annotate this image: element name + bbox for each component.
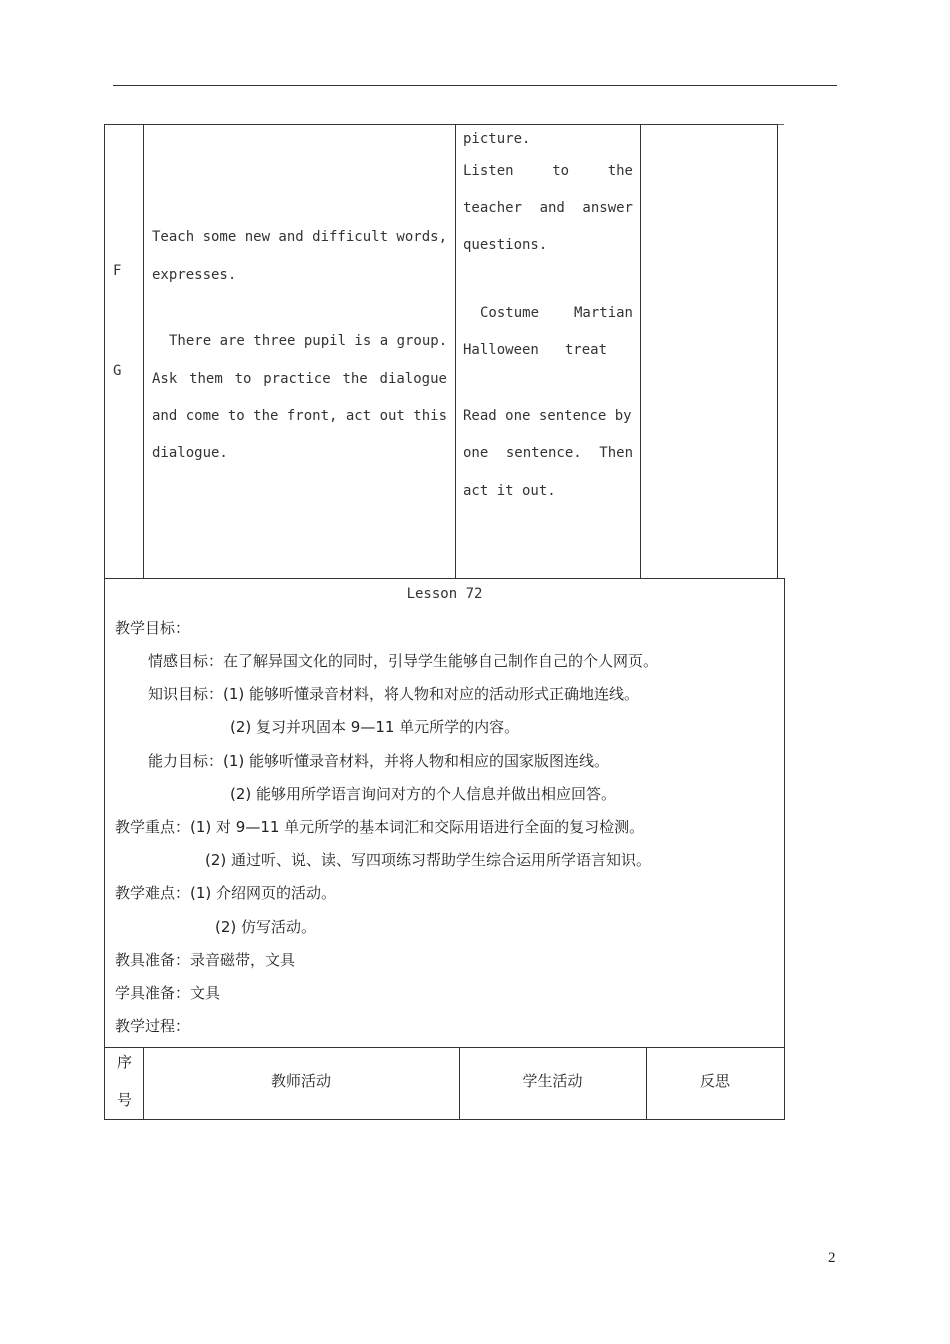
key-point-1: 教学重点：(1) 对 9—11 单元所学的基本词汇和交际用语进行全面的复习检测。: [115, 818, 645, 836]
header-rule: [113, 85, 837, 86]
vocabulary-line: Costume Martian: [480, 305, 633, 321]
emotional-objective: 情感目标：在了解异国文化的同时，引导学生能够自己制作自己的个人网页。: [148, 652, 659, 670]
header-number-1: 序: [117, 1053, 133, 1071]
ability-objective-2: (2) 能够用所学语言询问对方的个人信息并做出相应回答。: [230, 785, 617, 803]
header-number-2: 号: [117, 1091, 133, 1109]
table-corner-mark: [778, 124, 784, 125]
vocabulary-line: Halloween treat: [463, 342, 608, 358]
student-activity-line: act it out.: [463, 483, 556, 499]
process-heading: 教学过程：: [115, 1017, 191, 1035]
step-label-g: G: [113, 363, 122, 379]
student-activity-line: questions.: [463, 237, 548, 253]
activity-table-continued: [104, 124, 778, 578]
teacher-activity-line: and come to the front, act out this: [152, 408, 448, 424]
teacher-activity-line: There are three pupil is a group.: [169, 333, 448, 349]
lesson-plan-block: [104, 578, 785, 1048]
knowledge-objective-2: (2) 复习并巩固本 9—11 单元所学的内容。: [230, 718, 520, 736]
difficult-point-2: (2) 仿写活动。: [215, 918, 317, 936]
lesson-title: Lesson 72: [406, 586, 483, 602]
difficult-point-1: 教学难点：(1) 介绍网页的活动。: [115, 884, 337, 902]
column-divider: [455, 125, 456, 578]
teacher-activity-line: Ask them to practice the dialogue: [152, 371, 447, 387]
student-activity-line: teacher and answer: [463, 200, 633, 216]
teacher-activity-line: expresses.: [152, 267, 237, 283]
student-activity-line: one sentence. Then: [463, 445, 633, 461]
teacher-activity-line: Teach some new and difficult words,: [152, 229, 448, 245]
step-label-f: F: [113, 263, 122, 279]
student-activity-line: Read one sentence by: [463, 408, 632, 424]
teaching-materials: 教具准备：录音磁带，文具: [115, 951, 296, 969]
column-divider: [143, 125, 144, 578]
objectives-heading: 教学目标：: [115, 619, 191, 637]
header-reflection: 反思: [699, 1072, 730, 1090]
column-divider: [640, 125, 641, 578]
header-teacher-activity: 教师活动: [270, 1072, 331, 1090]
page-number: 2: [828, 1250, 836, 1266]
teacher-activity-line: dialogue.: [152, 445, 228, 461]
knowledge-objective-1: 知识目标：(1) 能够听懂录音材料，将人物和对应的活动形式正确地连线。: [148, 685, 640, 703]
student-materials: 学具准备：文具: [115, 984, 221, 1002]
key-point-2: (2) 通过听、说、读、写四项练习帮助学生综合运用所学语言知识。: [205, 851, 652, 869]
student-activity-line: picture.: [463, 131, 531, 147]
student-activity-line: Listen to the: [463, 163, 633, 179]
process-table-header: [104, 1047, 785, 1120]
ability-objective-1: 能力目标：(1) 能够听懂录音材料，并将人物和相应的国家版图连线。: [148, 752, 610, 770]
header-student-activity: 学生活动: [522, 1072, 583, 1090]
